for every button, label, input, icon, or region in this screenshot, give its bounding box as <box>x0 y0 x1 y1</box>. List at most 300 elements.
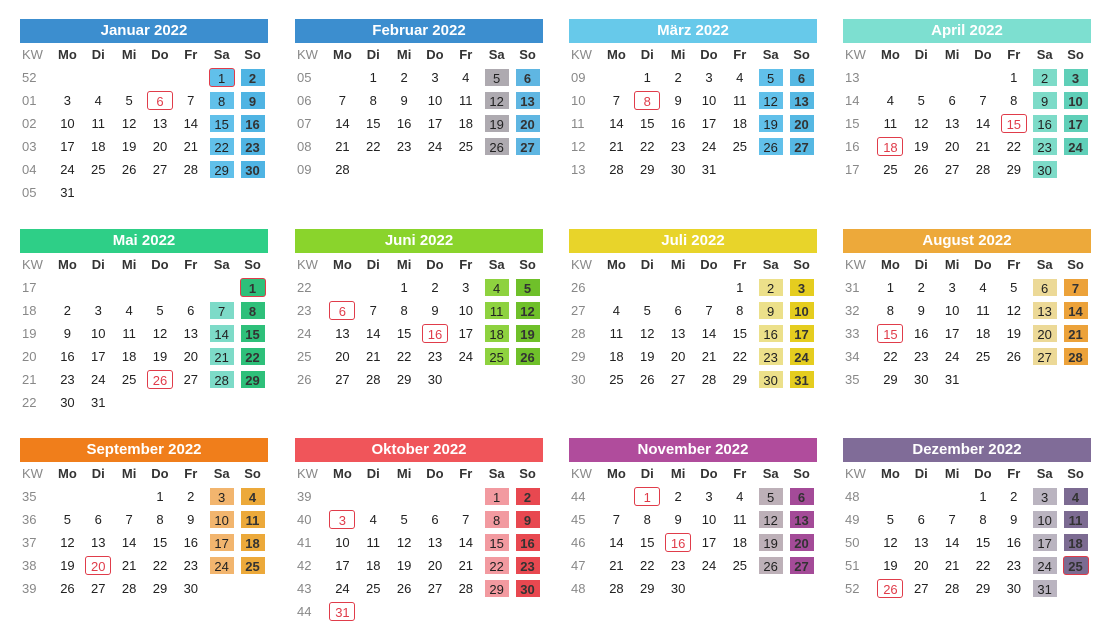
day-cell <box>663 345 694 368</box>
weekday-header: Fr <box>1007 466 1021 481</box>
day-cell <box>1060 322 1091 345</box>
day-cell <box>968 531 999 554</box>
day-cell <box>601 577 632 600</box>
weekday-header: So <box>519 47 536 62</box>
day-cell <box>875 66 906 89</box>
day-cell <box>83 554 114 577</box>
day-number: 1 <box>156 489 164 504</box>
day-cell <box>327 66 358 89</box>
day-number: 6 <box>187 303 195 318</box>
weekday-header: Do <box>426 466 444 481</box>
day-cell <box>481 276 512 299</box>
weekday-header: Sa <box>1036 466 1053 481</box>
month-grid <box>569 462 817 600</box>
weekday-header: Mi <box>396 47 412 62</box>
day-cell <box>83 485 114 508</box>
day-cell <box>83 577 114 600</box>
day-cell <box>663 112 694 135</box>
day-number: 5 <box>643 303 651 318</box>
day-cell <box>906 135 937 158</box>
day-number: 5 <box>515 278 541 297</box>
day-cell <box>327 276 358 299</box>
day-number: 18 <box>975 326 991 341</box>
weekday-header: So <box>793 47 810 62</box>
week-number: 46 <box>571 535 586 550</box>
holiday-day: 25 <box>1063 556 1089 575</box>
day-number: 22 <box>732 349 748 364</box>
day-cell <box>694 66 725 89</box>
day-cell <box>906 368 937 391</box>
day-cell <box>52 485 83 508</box>
kw-header: KW <box>22 257 43 272</box>
week-number: 21 <box>22 372 37 387</box>
day-number: 13 <box>515 91 541 110</box>
day-number: 1 <box>736 280 744 295</box>
day-number: 24 <box>789 347 815 366</box>
day-number: 8 <box>400 303 408 318</box>
day-number: 30 <box>240 160 266 179</box>
day-cell <box>145 158 176 181</box>
day-number: 3 <box>789 278 815 297</box>
day-number: 24 <box>944 349 960 364</box>
day-number: 10 <box>701 512 717 527</box>
day-cell <box>1060 368 1091 391</box>
day-number: 26 <box>914 162 929 177</box>
day-cell <box>937 135 968 158</box>
day-cell <box>906 89 937 112</box>
day-cell <box>998 299 1029 322</box>
day-cell <box>755 66 786 89</box>
day-cell <box>450 345 481 368</box>
day-cell <box>1060 299 1091 322</box>
week-row <box>843 345 1091 368</box>
week-number: 34 <box>845 349 860 364</box>
kw-header: KW <box>571 47 592 62</box>
day-cell <box>327 135 358 158</box>
day-cell <box>52 89 83 112</box>
day-number: 6 <box>94 512 102 527</box>
day-number: 28 <box>209 370 235 389</box>
day-cell <box>937 485 968 508</box>
day-number: 27 <box>789 556 815 575</box>
weekday-header: Fr <box>184 47 198 62</box>
weekday-header: Mo <box>333 47 352 62</box>
day-cell <box>83 508 114 531</box>
day-number: 6 <box>789 68 815 87</box>
day-cell <box>114 135 145 158</box>
holiday-day: 26 <box>147 370 173 389</box>
week-row <box>295 135 543 158</box>
day-number: 7 <box>125 512 133 527</box>
weekday-header: Sa <box>488 257 505 272</box>
day-cell <box>601 368 632 391</box>
day-cell <box>450 322 481 345</box>
day-number: 30 <box>914 372 929 387</box>
week-number: 27 <box>571 303 586 318</box>
day-cell <box>663 554 694 577</box>
week-number: 13 <box>571 162 586 177</box>
day-number: 6 <box>431 512 439 527</box>
weekday-header: So <box>1067 257 1084 272</box>
day-number: 28 <box>944 581 960 596</box>
day-cell <box>327 531 358 554</box>
day-cell <box>145 508 176 531</box>
weekday-header: Di <box>640 47 654 62</box>
day-cell <box>237 181 268 204</box>
day-number: 22 <box>152 558 168 573</box>
day-number: 18 <box>240 533 266 552</box>
weekday-header: Do <box>974 466 992 481</box>
kw-header: KW <box>845 257 866 272</box>
month-block <box>843 438 1091 600</box>
day-cell <box>724 368 755 391</box>
day-cell <box>450 508 481 531</box>
holiday-day: 6 <box>329 301 355 320</box>
day-number: 9 <box>674 512 682 527</box>
day-cell <box>389 508 420 531</box>
day-cell <box>1060 554 1091 577</box>
day-number: 17 <box>427 116 443 131</box>
weekday-header: Do <box>151 47 169 62</box>
day-cell <box>937 322 968 345</box>
day-number: 26 <box>640 372 655 387</box>
day-cell <box>998 508 1029 531</box>
day-number: 22 <box>209 137 235 156</box>
day-cell <box>237 112 268 135</box>
day-cell <box>389 135 420 158</box>
day-number: 5 <box>484 68 510 87</box>
day-number: 28 <box>366 372 381 387</box>
week-row <box>569 135 817 158</box>
day-cell <box>998 554 1029 577</box>
day-number: 4 <box>886 93 895 108</box>
weekday-header: Mo <box>58 466 77 481</box>
day-cell <box>389 485 420 508</box>
day-number: 25 <box>91 162 106 177</box>
day-number: 22 <box>640 139 655 154</box>
weekday-header: Mi <box>944 257 960 272</box>
weekday-header-row <box>843 43 1091 66</box>
day-number: 4 <box>240 487 266 506</box>
day-cell <box>358 508 389 531</box>
day-number: 13 <box>183 326 199 341</box>
day-cell <box>420 577 451 600</box>
day-cell <box>450 485 481 508</box>
day-cell <box>52 276 83 299</box>
day-cell <box>206 89 237 112</box>
day-number: 18 <box>1063 533 1089 552</box>
day-cell <box>206 345 237 368</box>
weekday-header: So <box>1067 466 1084 481</box>
week-row <box>569 322 817 345</box>
day-number: 23 <box>60 372 75 387</box>
day-number: 27 <box>944 162 960 177</box>
month-block <box>843 19 1091 181</box>
day-number: 15 <box>484 533 510 552</box>
day-number: 18 <box>91 139 106 154</box>
weekday-header: Mi <box>121 47 137 62</box>
day-number: 2 <box>240 68 266 87</box>
week-row <box>569 299 817 322</box>
day-cell <box>481 508 512 531</box>
day-cell <box>512 158 543 181</box>
day-cell <box>358 485 389 508</box>
day-number: 24 <box>427 139 443 154</box>
day-number: 2 <box>1010 489 1018 504</box>
week-number: 09 <box>571 70 586 85</box>
weekday-header-row <box>20 253 268 276</box>
day-cell <box>481 531 512 554</box>
day-cell <box>937 112 968 135</box>
day-cell <box>389 276 420 299</box>
day-number: 25 <box>732 558 748 573</box>
day-cell <box>327 345 358 368</box>
day-number: 29 <box>732 372 748 387</box>
weekday-header: Sa <box>213 47 230 62</box>
day-number: 27 <box>515 137 541 156</box>
day-number: 2 <box>674 489 682 504</box>
weekday-header: Mi <box>670 466 686 481</box>
day-number: 13 <box>427 535 443 550</box>
day-number: 30 <box>515 579 541 598</box>
day-number: 25 <box>883 162 898 177</box>
day-number: 9 <box>917 303 925 318</box>
day-number: 7 <box>979 93 987 108</box>
day-cell <box>755 322 786 345</box>
day-cell <box>114 158 145 181</box>
day-cell <box>786 66 817 89</box>
day-number: 20 <box>515 114 541 133</box>
day-cell <box>724 112 755 135</box>
day-number: 21 <box>975 139 991 154</box>
day-number: 5 <box>886 512 895 527</box>
day-number: 16 <box>670 116 686 131</box>
day-number: 11 <box>484 301 510 320</box>
day-number: 14 <box>1063 301 1089 320</box>
holiday-day: 1 <box>634 487 660 506</box>
week-number: 50 <box>845 535 860 550</box>
day-number: 15 <box>975 535 991 550</box>
day-number: 24 <box>91 372 106 387</box>
day-number: 31 <box>60 185 75 200</box>
weekday-header: So <box>244 257 261 272</box>
holiday-day: 16 <box>665 533 691 552</box>
day-cell <box>968 276 999 299</box>
day-number: 22 <box>975 558 991 573</box>
day-number: 2 <box>400 70 408 85</box>
kw-header: KW <box>571 466 592 481</box>
day-number: 23 <box>914 349 929 364</box>
day-number: 25 <box>366 581 381 596</box>
weekday-header: Mi <box>944 47 960 62</box>
day-number: 20 <box>944 139 960 154</box>
month-grid <box>20 462 268 600</box>
weekday-header: Di <box>640 466 654 481</box>
week-number: 25 <box>297 349 312 364</box>
day-cell <box>1029 485 1060 508</box>
week-row <box>295 485 543 508</box>
kw-header: KW <box>297 47 318 62</box>
week-row <box>295 577 543 600</box>
weekday-header: Sa <box>1036 47 1053 62</box>
day-cell <box>512 600 543 623</box>
day-number: 10 <box>701 93 717 108</box>
month-grid <box>843 43 1091 181</box>
month-title: März 2022 <box>569 19 817 43</box>
day-number: 16 <box>1032 114 1058 133</box>
day-cell <box>512 485 543 508</box>
day-cell <box>52 554 83 577</box>
month-block <box>569 229 817 391</box>
day-cell <box>450 554 481 577</box>
day-cell <box>694 531 725 554</box>
day-number: 23 <box>1032 137 1058 156</box>
day-number: 25 <box>609 372 624 387</box>
day-cell <box>601 135 632 158</box>
day-number: 21 <box>366 349 381 364</box>
week-row <box>295 554 543 577</box>
day-number: 7 <box>369 303 377 318</box>
day-number: 24 <box>209 556 235 575</box>
day-cell <box>694 577 725 600</box>
day-cell <box>755 299 786 322</box>
day-cell <box>663 158 694 181</box>
day-number: 14 <box>944 535 960 550</box>
day-number: 10 <box>1063 91 1089 110</box>
week-number: 22 <box>22 395 37 410</box>
week-number: 45 <box>571 512 586 527</box>
day-number: 4 <box>1063 487 1089 506</box>
day-number: 15 <box>366 116 381 131</box>
day-number: 8 <box>484 510 510 529</box>
week-row <box>569 66 817 89</box>
day-number: 27 <box>152 162 168 177</box>
day-number: 4 <box>125 303 133 318</box>
day-number: 6 <box>1032 278 1058 297</box>
day-number: 26 <box>1006 349 1022 364</box>
day-cell <box>420 112 451 135</box>
day-cell <box>663 299 694 322</box>
day-cell <box>512 322 543 345</box>
weekday-header: Di <box>640 257 654 272</box>
day-cell <box>175 345 206 368</box>
day-cell <box>420 276 451 299</box>
day-number: 28 <box>121 581 137 596</box>
day-number: 10 <box>91 326 106 341</box>
day-cell <box>968 112 999 135</box>
day-cell <box>389 66 420 89</box>
weekday-header: Fr <box>459 257 473 272</box>
day-number: 8 <box>369 93 377 108</box>
day-number: 23 <box>427 349 443 364</box>
day-cell <box>512 531 543 554</box>
day-number: 27 <box>335 372 350 387</box>
day-cell <box>663 508 694 531</box>
day-number: 26 <box>121 162 137 177</box>
day-cell <box>481 485 512 508</box>
day-number: 5 <box>156 303 164 318</box>
day-number: 1 <box>369 70 377 85</box>
day-number: 16 <box>396 116 412 131</box>
day-cell <box>937 531 968 554</box>
day-number: 20 <box>335 349 350 364</box>
day-number: 14 <box>975 116 991 131</box>
week-row <box>295 345 543 368</box>
day-number: 23 <box>1006 558 1022 573</box>
week-number: 39 <box>22 581 37 596</box>
day-cell <box>481 135 512 158</box>
week-number: 05 <box>297 70 312 85</box>
day-cell <box>755 368 786 391</box>
day-number: 17 <box>209 533 235 552</box>
day-cell <box>937 577 968 600</box>
day-cell <box>420 485 451 508</box>
week-row <box>20 368 268 391</box>
week-row <box>295 600 543 623</box>
week-number: 06 <box>297 93 312 108</box>
day-cell <box>755 276 786 299</box>
weekday-header: Do <box>151 257 169 272</box>
day-number: 14 <box>609 535 624 550</box>
weekday-header: Di <box>914 47 928 62</box>
month-title: November 2022 <box>569 438 817 462</box>
day-cell <box>512 368 543 391</box>
month-grid <box>295 462 543 623</box>
day-cell <box>450 112 481 135</box>
day-number: 9 <box>63 326 72 341</box>
day-cell <box>906 276 937 299</box>
weekday-header: Do <box>700 47 718 62</box>
day-number: 21 <box>121 558 137 573</box>
week-number: 01 <box>22 93 37 108</box>
month-title: September 2022 <box>20 438 268 462</box>
day-number: 3 <box>705 489 713 504</box>
day-cell <box>998 276 1029 299</box>
day-number: 12 <box>60 535 75 550</box>
day-cell <box>175 112 206 135</box>
month-title: April 2022 <box>843 19 1091 43</box>
day-cell <box>663 322 694 345</box>
weekday-header: Di <box>914 257 928 272</box>
week-number: 40 <box>297 512 312 527</box>
day-cell <box>786 299 817 322</box>
day-number: 22 <box>640 558 655 573</box>
day-number: 14 <box>121 535 137 550</box>
day-cell <box>358 135 389 158</box>
day-cell <box>327 299 358 322</box>
day-cell <box>52 158 83 181</box>
day-number: 2 <box>63 303 72 318</box>
day-cell <box>875 577 906 600</box>
day-cell <box>998 158 1029 181</box>
day-cell <box>450 299 481 322</box>
day-cell <box>420 66 451 89</box>
day-number: 14 <box>609 116 624 131</box>
day-number: 20 <box>1032 324 1058 343</box>
day-number: 13 <box>944 116 960 131</box>
day-cell <box>175 485 206 508</box>
day-cell <box>83 368 114 391</box>
day-number: 5 <box>63 512 72 527</box>
day-cell <box>389 554 420 577</box>
week-row <box>20 181 268 204</box>
week-number: 08 <box>297 139 312 154</box>
week-number: 43 <box>297 581 312 596</box>
day-cell <box>998 577 1029 600</box>
day-cell <box>998 112 1029 135</box>
week-row <box>20 577 268 600</box>
day-cell <box>724 577 755 600</box>
